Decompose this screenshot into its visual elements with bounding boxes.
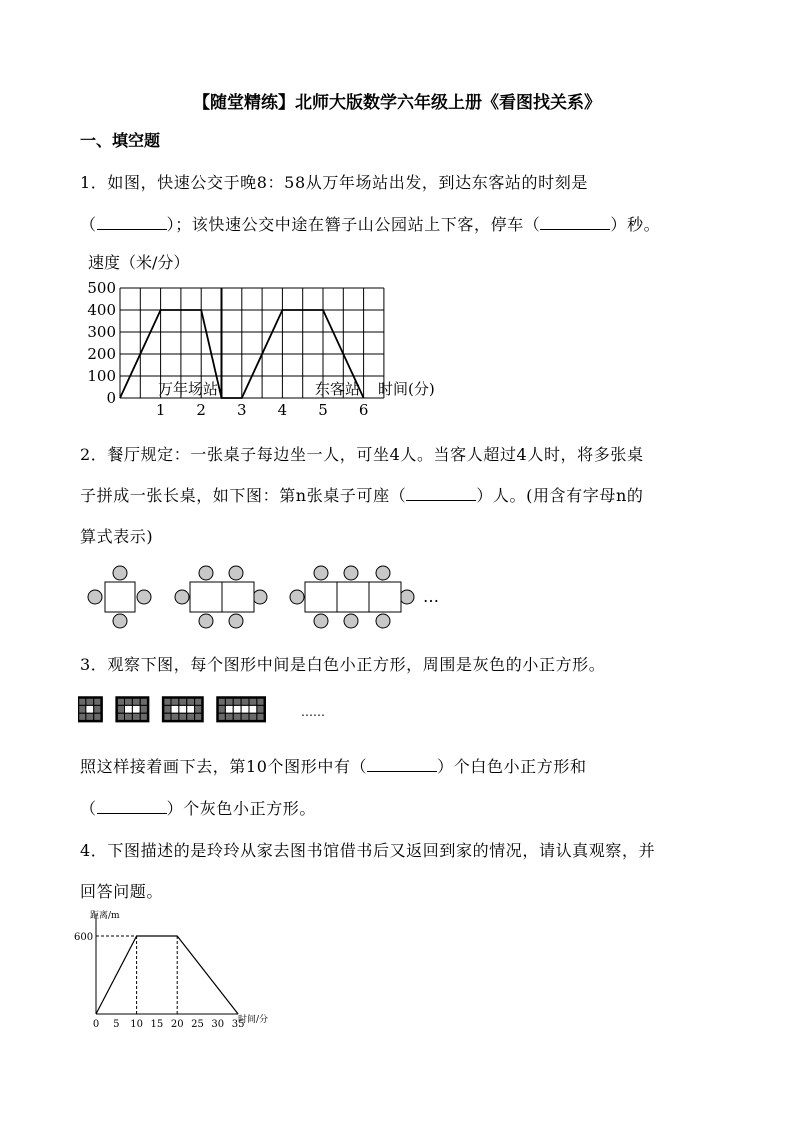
seat — [344, 614, 358, 628]
y-tick-label: 400 — [87, 301, 116, 319]
chart1-xlabel: 时间(分) — [378, 380, 435, 398]
seat — [229, 566, 243, 580]
q2-text-start: 子拼成一张长桌，如下图：第n张桌子可座（ — [80, 486, 407, 505]
x-tick-label: 4 — [277, 401, 288, 419]
q1-line2 — [80, 212, 660, 235]
q3-answer-blank-2[interactable] — [97, 799, 167, 814]
q1-text-middle: ）；该快速公交中途在簪子山公园站上下客，停车（ — [166, 215, 541, 234]
white-square — [249, 705, 257, 713]
squares-ellipsis: …… — [301, 705, 325, 719]
table — [105, 582, 135, 612]
seat — [113, 614, 127, 628]
chart1-x-ticks — [156, 401, 369, 419]
distance-chart — [70, 906, 290, 1036]
white-square — [225, 705, 233, 713]
white-square — [86, 705, 94, 713]
y-tick-label: 300 — [87, 323, 116, 341]
y-tick-label: 100 — [87, 367, 116, 385]
q1-line1: 1．如图，快速公交于晚8：58从万年场站出发，到达东客站的时刻是 — [80, 173, 588, 192]
q3-text-end: ）个灰色小正方形。 — [166, 799, 317, 818]
table — [369, 582, 401, 612]
chart1-station-end: 东客站 — [315, 380, 361, 398]
chart2-x-ticks — [93, 1019, 245, 1030]
table — [190, 582, 222, 612]
seat — [175, 590, 189, 604]
x-tick-label: 5 — [113, 1019, 120, 1030]
seat — [113, 566, 127, 580]
section-heading: 一、填空题 — [80, 131, 161, 150]
table — [222, 582, 254, 612]
table — [305, 582, 337, 612]
page-title: 【随堂精练】北师大版数学六年级上册《看图找关系》 — [193, 93, 601, 113]
x-tick-label: 1 — [155, 401, 166, 419]
white-square — [171, 705, 179, 713]
white-square — [187, 705, 195, 713]
chart2-xlabel: 时间/分 — [238, 1015, 269, 1025]
q3-line3 — [80, 796, 316, 819]
squares-figure — [78, 690, 338, 730]
x-tick-label: 5 — [318, 401, 328, 419]
seat — [314, 566, 328, 580]
q1-answer-blank-1[interactable] — [97, 215, 167, 230]
y-tick-label: 200 — [87, 345, 116, 363]
white-square — [132, 705, 140, 713]
white-square — [233, 705, 241, 713]
x-tick-label: 6 — [358, 401, 369, 419]
chart1-ylabel: 速度（米/分） — [88, 253, 190, 272]
seat — [229, 614, 243, 628]
x-tick-label: 2 — [196, 401, 206, 419]
seat — [137, 590, 151, 604]
seat — [314, 614, 328, 628]
q2-line2 — [80, 483, 643, 506]
x-tick-label: 10 — [130, 1019, 143, 1030]
q4-line1: 4．下图描述的是玲玲从家去图书馆借书后又返回到家的情况，请认真观察，并 — [80, 841, 656, 860]
table — [337, 582, 369, 612]
seat — [253, 590, 267, 604]
seat — [199, 566, 213, 580]
square-patterns — [78, 698, 265, 722]
q4-line2: 回答问题。 — [80, 882, 164, 901]
q2-line1: 2．餐厅规定：一张桌子每边坐一人，可坐4人。当客人超过4人时，将多张桌 — [80, 445, 644, 464]
chart1-station-start: 万年场站 — [158, 380, 219, 398]
y-tick-label: 0 — [106, 389, 116, 407]
q3-answer-blank-1[interactable] — [367, 757, 437, 772]
seat — [290, 590, 304, 604]
q3-text-middle: ）个白色小正方形和 — [437, 757, 587, 776]
tables-ellipsis: … — [423, 587, 439, 606]
x-tick-label: 25 — [191, 1019, 204, 1030]
chart2-distance-line — [96, 936, 238, 1014]
q2-text-end: ）人。(用含有字母n的 — [476, 486, 644, 505]
chart2-guides — [96, 936, 177, 1014]
seat — [376, 614, 390, 628]
white-square — [179, 705, 187, 713]
q3-line2 — [80, 754, 587, 777]
seat — [376, 566, 390, 580]
white-square — [125, 705, 133, 713]
q3-line1: 3．观察下图，每个图形中间是白色小正方形，周围是灰色的小正方形。 — [80, 655, 606, 674]
seat — [400, 590, 414, 604]
seat — [199, 614, 213, 628]
x-tick-label: 30 — [211, 1019, 225, 1030]
x-tick-label: 3 — [237, 401, 247, 419]
white-square — [241, 705, 249, 713]
bus-speed-chart — [78, 248, 478, 420]
seat — [88, 590, 102, 604]
x-tick-label: 35 — [231, 1019, 245, 1030]
q3-text-start: 照这样接着画下去，第10个图形中有（ — [80, 757, 368, 776]
q2-line3: 算式表示) — [80, 527, 154, 546]
y-tick-label: 500 — [87, 279, 116, 297]
q1-text-end: ）秒。 — [610, 215, 661, 234]
x-tick-label: 15 — [150, 1019, 164, 1030]
q1-answer-blank-2[interactable] — [540, 215, 610, 230]
chart1-y-ticks — [87, 279, 116, 407]
q1-paren-open: （ — [80, 215, 97, 234]
q2-answer-blank[interactable] — [406, 486, 476, 501]
q3-paren-open: （ — [80, 799, 97, 818]
x-tick-label: 20 — [170, 1019, 184, 1030]
seat — [344, 566, 358, 580]
tables-figure — [80, 560, 460, 635]
chart2-y-value: 600 — [74, 932, 94, 943]
chart2-ylabel: 距离/m — [90, 911, 120, 921]
x-tick-label: 0 — [92, 1019, 100, 1030]
